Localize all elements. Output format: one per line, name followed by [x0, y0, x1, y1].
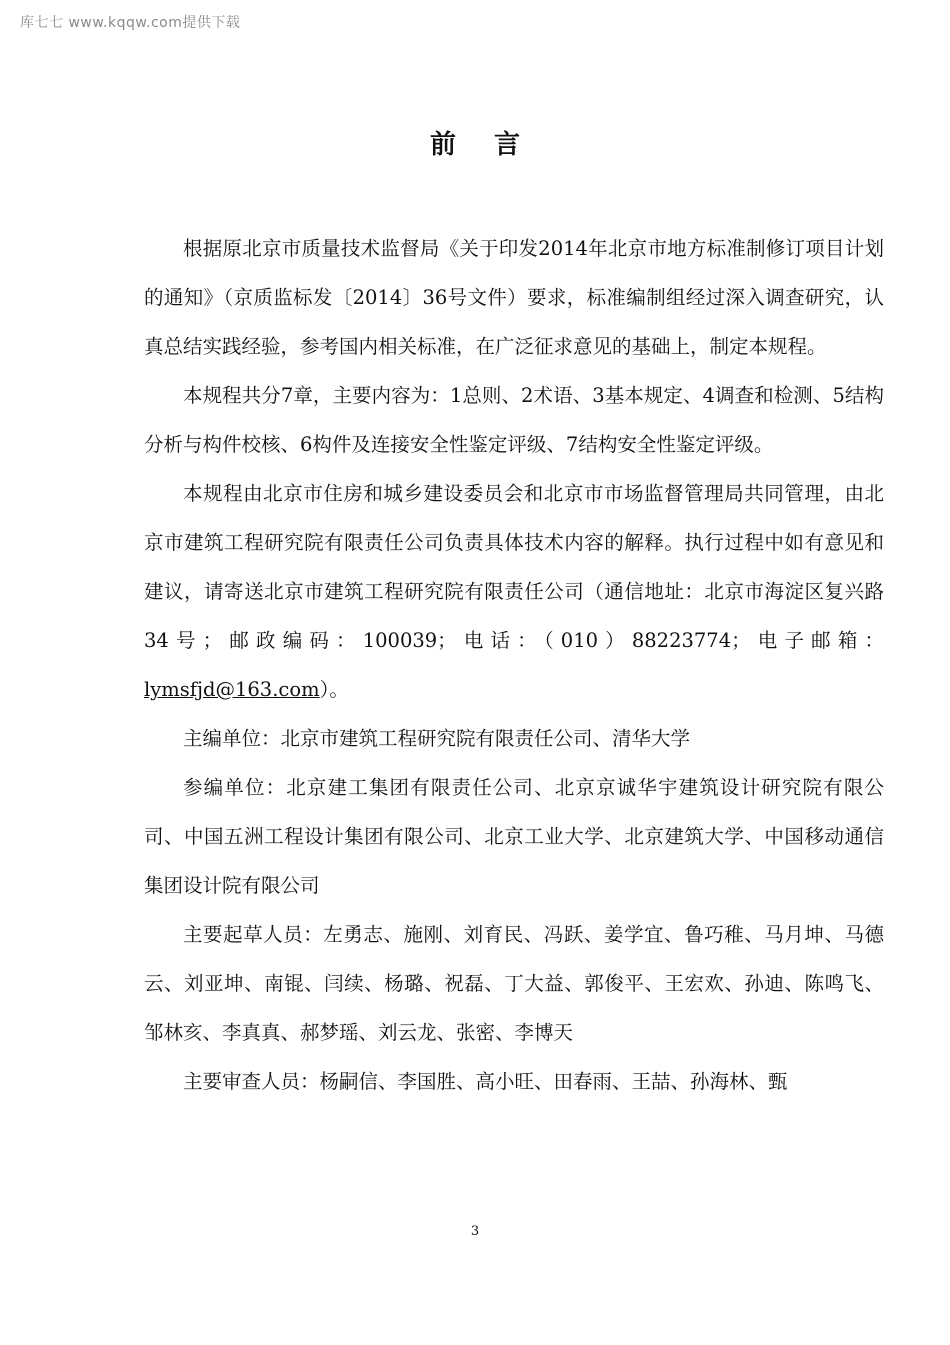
paragraph-participating-units: 参编单位：北京建工集团有限责任公司、北京京诚华宇建筑设计研究院有限公司、中国五洲工程设计集团有限公司、北京工业大学、北京建筑大学、中国移动通信集团设计院有限公司 — [144, 776, 884, 897]
management-text: 本规程由北京市住房和城乡建设委员会和北京市市场监督管理局共同管理，由北京市建筑工程研究院有限责任公司负责具体技术内容的解释。执行过程中如有意见和建议，请寄送北京市建筑工程研究院有限责任公司（通信地址：北京市海淀区复兴路34号；邮政编码：100039；电话：（010）88223774；电子邮箱： — [144, 482, 884, 652]
paragraph-main-drafters: 主要起草人员：左勇志、施刚、刘育民、冯跃、姜学宜、鲁巧稚、马月坤、马德云、刘亚坤、南锟、闫续、杨璐、祝磊、丁大益、郭俊平、王宏欢、孙迪、陈鸣飞、邹林亥、李真真、郝梦瑶、刘云龙、张密、李博天 — [144, 923, 884, 1044]
preface-body — [144, 224, 884, 1106]
management-text-end: ）。 — [319, 678, 349, 701]
page-title: 前言 — [429, 130, 558, 160]
paragraph-contents: 本规程共分7章，主要内容为：1总则、2术语、3基本规定、4调查和检测、5结构分析与构件校核、6构件及连接安全性鉴定评级、7结构安全性鉴定评级。 — [144, 384, 884, 456]
page-number: 3 — [470, 1224, 480, 1239]
paragraph-management — [144, 469, 884, 714]
paragraph-main-reviewers: 主要审查人员：杨嗣信、李国胜、高小旺、田春雨、王喆、孙海林、甄 — [183, 1070, 788, 1093]
watermark: 库七七 www.kqqw.com提供下载 — [20, 15, 241, 31]
paragraph-chief-editor: 主编单位：北京市建筑工程研究院有限责任公司、清华大学 — [183, 727, 691, 750]
paragraph-basis: 根据原北京市质量技术监督局《关于印发2014年北京市地方标准制修订项目计划的通知》（京质监标发〔2014〕36号文件）要求，标准编制组经过深入调查研究，认真总结实践经验，参考国内相关标准，在广泛征求意见的基础上，制定本规程。 — [144, 237, 884, 358]
email-link[interactable]: lymsfjd@163.com — [144, 678, 320, 701]
